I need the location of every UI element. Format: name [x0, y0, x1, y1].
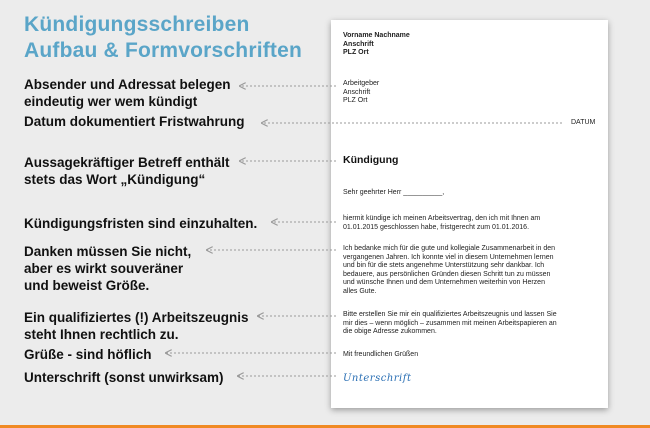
para3-line-2: mir dies – wenn möglich – zusammen mit meinen Arbeitspapieren an	[343, 319, 557, 327]
label-gruesse-line-1: Grüße - sind höflich	[24, 347, 152, 362]
para2-line-1: Ich bedanke mich für die gute und kollegiale Zusammenarbeit in den	[343, 245, 556, 252]
label-absender-line-1: Absender und Adressat belegen	[24, 77, 231, 92]
sender-city: PLZ Ort	[343, 49, 369, 57]
label-absender-line-2: eindeutig wer wem kündigt	[24, 94, 198, 109]
letter-subject: Kündigung	[343, 154, 399, 166]
letter-date: DATUM	[571, 119, 596, 126]
para2-line-4: bedauere, aus persönlichen Gründen diesen Schritt tun zu müssen	[343, 270, 551, 278]
sender-name: Vorname Nachname	[343, 32, 410, 39]
label-zeugnis-line-2: steht Ihnen rechtlich zu.	[24, 327, 179, 342]
label-datum-line-1: Datum dokumentiert Fristwahrung	[24, 114, 245, 129]
label-zeugnis-line-1: Ein qualifiziertes (!) Arbeitszeugnis	[24, 310, 249, 325]
para3-line-1: Bitte erstellen Sie mir ein qualifiziertes Arbeitszeugnis und lassen Sie	[343, 311, 557, 318]
label-danken-line-2: aber es wirkt souveräner	[24, 261, 184, 276]
recipient-name: Arbeitgeber	[343, 80, 380, 87]
letter-salutation: Sehr geehrter Herr __________,	[343, 189, 445, 196]
para2-line-5: und wünsche Ihnen und dem Unternehmen weiterhin von Herzen	[343, 279, 545, 287]
label-unterschrift-line-1: Unterschrift (sonst unwirksam)	[24, 370, 224, 385]
para2-line-3: und bin für die stets angenehme Unterstützung sehr dankbar. Ich	[343, 262, 545, 270]
letter-closing: Mit freundlichen Grüßen	[343, 351, 419, 358]
label-fristen-line-1: Kündigungsfristen sind einzuhalten.	[24, 216, 258, 231]
title-line-1: Kündigungsschreiben	[24, 13, 250, 36]
para2-line-2: vergangenen Jahren. Ich konnte viel in diesem Unternehmen lernen	[343, 253, 554, 261]
label-betreff-line-2: stets das Wort „Kündigung“	[24, 172, 206, 187]
label-betreff-line-1: Aussagekräftiger Betreff enthält	[24, 155, 230, 170]
title-line-2: Aufbau & Formvorschriften	[24, 39, 303, 62]
recipient-city: PLZ Ort	[343, 97, 368, 105]
label-danken-line-1: Danken müssen Sie nicht,	[24, 244, 192, 259]
letter-signature: Unterschrift	[343, 373, 412, 384]
para1-line-1: hiermit kündige ich meinen Arbeitsvertrag, den ich mit Ihnen am	[343, 215, 541, 222]
para2-line-6: alles Gute.	[343, 287, 377, 295]
para3-line-3: die obige Adresse zukommen.	[343, 328, 437, 336]
para1-line-2: 01.01.2015 geschlossen habe, fristgerecht zum 01.01.2016.	[343, 223, 530, 231]
recipient-address: Anschrift	[343, 88, 371, 96]
label-danken-line-3: und beweist Größe.	[24, 278, 150, 293]
sender-address: Anschrift	[343, 40, 374, 48]
